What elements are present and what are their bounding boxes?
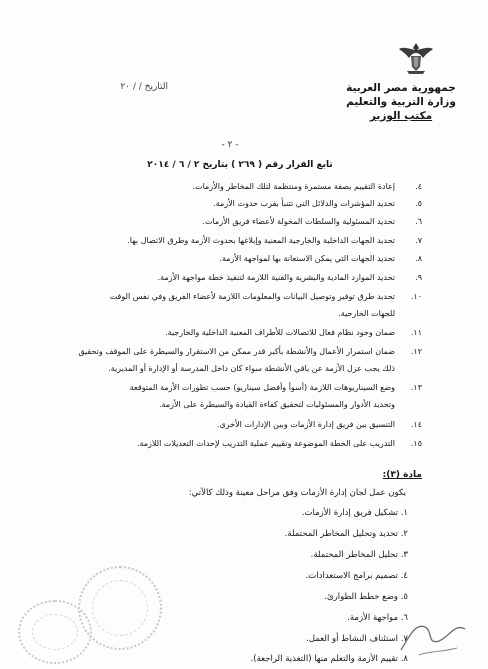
country-name: جمهورية مصر العربية (346, 82, 456, 94)
list-item (202, 217, 422, 227)
item-number: ٨. (415, 254, 422, 263)
decision-title: تابع القرار رقم ( ٢٦٩ ) بتاريخ ٢ / ٦ / ٢٠١٤ (147, 160, 333, 170)
eagle-emblem-icon (397, 40, 435, 76)
item-text: ذلك يجب عزل الأزمة عن باقي الأنشطة سواء كان داخل المدرسة أو الإدارة أو المديرية. (108, 364, 395, 373)
item-text: التنسيق بين فريق إدارة الأزمات وبين الإدارات الأخرى. (216, 420, 395, 429)
stage-item: ٥. وضع خطط الطوارئ. (324, 592, 408, 602)
item-text: تحديد الجهات التي يمكن الاستعانة بها لمواجهة الأزمة. (219, 254, 395, 263)
item-number: ١١. (410, 328, 422, 337)
stage-item: ٨. تقييم الأزمة والتعلم منها (التغذية الراجعة). (250, 654, 408, 664)
item-text: تحديد الموارد المادية والبشرية والفنية اللازمة لتنفيذ خطة مواجهة الأزمة. (157, 273, 395, 282)
list-item (193, 182, 423, 192)
handwritten-signature (395, 605, 475, 660)
item-text: التدريب على الخطة الموضوعة وتقييم عملية التدريب لإحداث التعديلات اللازمة. (136, 439, 395, 448)
item-text: إعادة التقييم بصفة مستمرة ومنتظمة لتلك المخاطر والأزمات. (192, 182, 395, 191)
item-number: ٧. (415, 236, 422, 245)
stage-item: ٤. تصميم برامج الاستعدادات. (305, 571, 408, 581)
date-line: التاريخ / / ٢٠ (120, 82, 168, 92)
item-number: ١٣. (410, 383, 422, 392)
item-text: للجهات الخارجية. (338, 309, 395, 318)
item-number: ١٢. (410, 347, 422, 356)
page-number: - ٢ - (221, 140, 239, 150)
item-text: وتحديد الأدوار والمسئوليات لتحقيق كفاءة القيادة والسيطرة على الأزمة. (159, 400, 395, 409)
list-item (213, 199, 422, 209)
stage-item: ٢. تحديد وتحليل المخاطر المحتملة. (284, 529, 408, 539)
list-item (130, 383, 422, 393)
list-item (217, 420, 422, 430)
list-item (165, 328, 422, 338)
item-number: ٤. (415, 182, 422, 191)
item-number: ٩. (415, 273, 422, 282)
item-text: تحديد المسئولية والسلطات المخولة لأعضاء فريق الأزمات. (202, 217, 395, 226)
item-number: ١٥. (410, 439, 422, 448)
stage-item: ٣. تحليل المخاطر المحتملة. (310, 550, 408, 560)
list-item (78, 347, 422, 357)
list-item (159, 400, 422, 410)
item-text: ضمان وجود نظام فعال للاتصالات للأطراف المعنية الداخلية والخارجية. (165, 328, 395, 337)
faded-stamp (18, 600, 92, 664)
item-number: ٦. (415, 217, 422, 226)
item-number: ٥. (415, 199, 422, 208)
stage-item: ٦. مواجهة الأزمة. (347, 613, 408, 623)
article-title: مادة (٣): (382, 470, 422, 480)
office-name: مكتب الوزير (369, 110, 433, 122)
stage-item: ١. تشكيل فريق إدارة الأزمات. (301, 508, 408, 518)
list-item (338, 309, 422, 319)
list-item (219, 254, 422, 264)
ministry-name: وزارة التربية والتعليم (346, 96, 456, 108)
item-text: تحديد المؤشرات والدلائل التي تتنبأ بقرب حدوث الأزمة. (213, 199, 395, 208)
item-number: ١٠. (410, 292, 422, 301)
item-number: ١٤. (410, 420, 422, 429)
list-item (110, 292, 422, 302)
item-text: ضمان استمرار الأعمال والأنشطة بأكبر قدر ممكن من الاستقرار والسيطرة على الموقف وتحقيق (78, 347, 395, 356)
list-item (137, 439, 422, 449)
item-text: تحديد طرق توفير وتوصيل البيانات والمعلومات اللازمة لأعضاء الفريق وفي نفس الوقت (109, 292, 395, 301)
item-text: وضع السيناريوهات اللازمة (أسوأ وأفضل سيناريو) حسب تطورات الأزمة المتوقعة (129, 383, 395, 392)
list-item (108, 364, 422, 374)
list-item (127, 236, 422, 246)
stage-item: ٧. استئناف النشاط أو العمل. (306, 634, 408, 644)
article-intro: يكون عمل لجان إدارة الأزمات وفق مراحل معينة وذلك كالآتي: (188, 488, 406, 498)
item-text: تحديد الجهات الداخلية والخارجية المعنية وإبلاغها بحدوث الأزمة وطرق الاتصال بها. (127, 236, 395, 245)
list-item (158, 273, 422, 283)
